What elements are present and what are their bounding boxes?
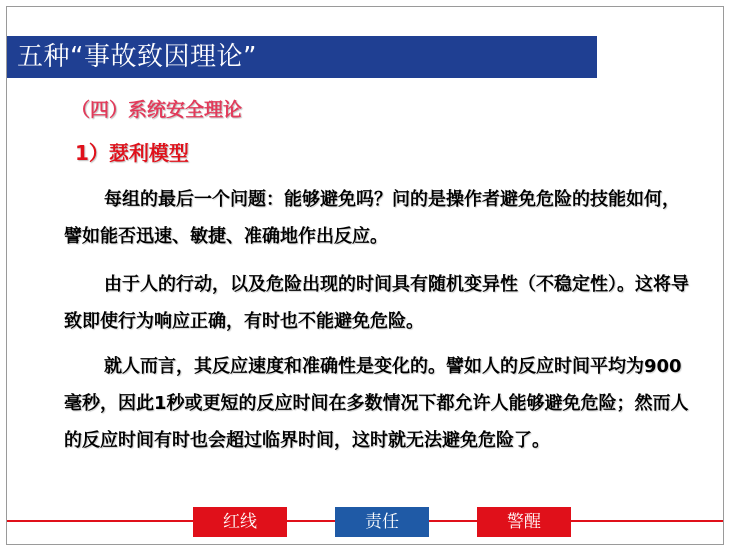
responsibility-button[interactable]: 责任 <box>335 507 429 537</box>
red-line-button[interactable]: 红线 <box>193 507 287 537</box>
alert-button[interactable]: 警醒 <box>477 507 571 537</box>
paragraph-2: 由于人的行动，以及危险出现的时间具有随机变异性（不稳定性）。这将导致即使行为响应正确，有时也不能避免危险。 <box>64 274 689 332</box>
paragraph-3: 就人而言，其反应速度和准确性是变化的。譬如人的反应时间平均为900毫秒，因此1秒或更短的反应时间在多数情况下都允许人能够避免危险；然而人的反应时间有时也会超过临界时间，这时就无法避免危险了。 <box>64 356 689 451</box>
paragraph-1: 每组的最后一个问题：能够避免吗？问的是操作者避免危险的技能如何，譬如能否迅速、敏捷、准确地作出反应。 <box>64 189 680 247</box>
sub-heading: 1）瑟利模型 <box>75 141 189 165</box>
title-bar <box>7 36 597 78</box>
slide-title: 五种“事故致因理论” <box>17 42 257 72</box>
section-heading: （四）系统安全理论 <box>71 99 243 121</box>
